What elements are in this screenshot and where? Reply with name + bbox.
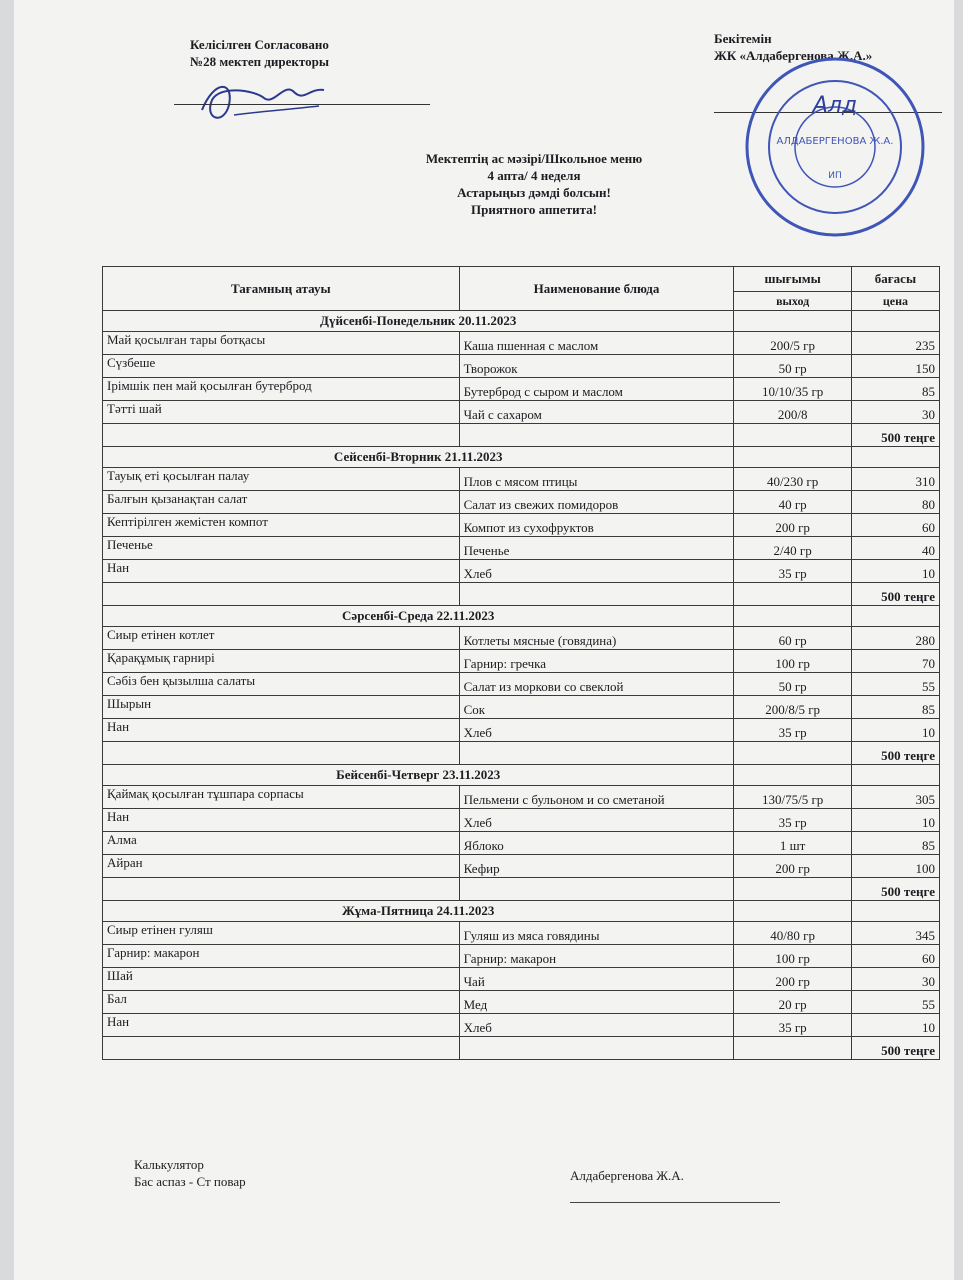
dish-price: 10 xyxy=(851,560,939,583)
day-total: 500 теңге xyxy=(851,1037,939,1060)
dish-name-ru: Хлеб xyxy=(459,719,734,742)
dish-output: 50 гр xyxy=(734,673,851,696)
dish-price: 305 xyxy=(851,786,939,809)
dish-name-ru: Каша пшенная с маслом xyxy=(459,332,734,355)
dish-price: 100 xyxy=(851,855,939,878)
dish-output: 40/80 гр xyxy=(734,922,851,945)
dish-price: 55 xyxy=(851,673,939,696)
dish-price: 150 xyxy=(851,355,939,378)
approval-left-line2: №28 мектеп директоры xyxy=(190,54,329,69)
day-total: 500 теңге xyxy=(851,878,939,901)
empty-cell xyxy=(459,424,734,447)
empty-cell xyxy=(851,606,939,627)
dish-name-kz: Май қосылған тары ботқасы xyxy=(103,332,460,355)
day-header-row xyxy=(103,901,940,922)
dish-name-ru: Салат из моркови со свеклой xyxy=(459,673,734,696)
dish-name-ru: Хлеб xyxy=(459,1014,734,1037)
table-row xyxy=(103,696,940,719)
table-row xyxy=(103,809,940,832)
table-row xyxy=(103,650,940,673)
empty-cell xyxy=(734,311,851,332)
day-total-row xyxy=(103,1037,940,1060)
col-header-price-ru: цена xyxy=(851,292,939,311)
dish-name-ru: Гарнир: макарон xyxy=(459,945,734,968)
dish-name-kz: Печенье xyxy=(103,537,460,560)
dish-name-kz: Сүзбеше xyxy=(103,355,460,378)
empty-cell xyxy=(103,1037,460,1060)
dish-name-kz: Гарнир: макарон xyxy=(103,945,460,968)
day-total: 500 теңге xyxy=(851,583,939,606)
dish-name-ru: Салат из свежих помидоров xyxy=(459,491,734,514)
dish-output: 200/8/5 гр xyxy=(734,696,851,719)
empty-cell xyxy=(734,1037,851,1060)
approval-block-left xyxy=(190,36,329,70)
menu-title xyxy=(314,150,754,218)
dish-name-ru: Кефир xyxy=(459,855,734,878)
day-title: Сейсенбі-Вторник 21.11.2023 xyxy=(103,447,734,468)
day-title: Жұма-Пятница 24.11.2023 xyxy=(103,901,734,922)
dish-price: 60 xyxy=(851,514,939,537)
dish-output: 10/10/35 гр xyxy=(734,378,851,401)
dish-output: 60 гр xyxy=(734,627,851,650)
dish-name-ru: Чай xyxy=(459,968,734,991)
day-title: Сәрсенбі-Среда 22.11.2023 xyxy=(103,606,734,627)
dish-name-kz: Алма xyxy=(103,832,460,855)
dish-output: 200 гр xyxy=(734,855,851,878)
empty-cell xyxy=(103,742,460,765)
table-row xyxy=(103,786,940,809)
table-row xyxy=(103,332,940,355)
dish-name-ru: Чай с сахаром xyxy=(459,401,734,424)
table-row xyxy=(103,401,940,424)
table-row xyxy=(103,719,940,742)
table-row xyxy=(103,832,940,855)
dish-name-ru: Плов с мясом птицы xyxy=(459,468,734,491)
dish-name-kz: Қарақұмық гарнирі xyxy=(103,650,460,673)
footer-name: Алдабергенова Ж.А. xyxy=(570,1168,684,1183)
approval-right-line1: Бекітемін xyxy=(714,31,772,46)
dish-output: 35 гр xyxy=(734,719,851,742)
empty-cell xyxy=(103,424,460,447)
dish-output: 1 шт xyxy=(734,832,851,855)
dish-output: 35 гр xyxy=(734,809,851,832)
day-title: Бейсенбі-Четверг 23.11.2023 xyxy=(103,765,734,786)
empty-cell xyxy=(734,742,851,765)
dish-name-kz: Нан xyxy=(103,1014,460,1037)
dish-output: 200 гр xyxy=(734,968,851,991)
dish-name-kz: Сиыр етінен котлет xyxy=(103,627,460,650)
dish-price: 30 xyxy=(851,401,939,424)
dish-name-kz: Қаймақ қосылған тұшпара сорпасы xyxy=(103,786,460,809)
dish-name-ru: Сок xyxy=(459,696,734,719)
empty-cell xyxy=(103,878,460,901)
dish-price: 345 xyxy=(851,922,939,945)
dish-output: 35 гр xyxy=(734,1014,851,1037)
dish-name-kz: Тауық еті қосылған палау xyxy=(103,468,460,491)
dish-name-ru: Котлеты мясные (говядина) xyxy=(459,627,734,650)
dish-price: 60 xyxy=(851,945,939,968)
day-header-row xyxy=(103,447,940,468)
dish-price: 55 xyxy=(851,991,939,1014)
table-row xyxy=(103,468,940,491)
dish-name-ru: Яблоко xyxy=(459,832,734,855)
table-row xyxy=(103,491,940,514)
empty-cell xyxy=(734,878,851,901)
dish-name-kz: Шай xyxy=(103,968,460,991)
empty-cell xyxy=(734,583,851,606)
empty-cell xyxy=(103,583,460,606)
dish-output: 40 гр xyxy=(734,491,851,514)
dish-name-kz: Тәтті шай xyxy=(103,401,460,424)
dish-name-kz: Кептірілген жемістен компот xyxy=(103,514,460,537)
empty-cell xyxy=(734,447,851,468)
dish-name-kz: Сиыр етінен гуляш xyxy=(103,922,460,945)
dish-output: 35 гр xyxy=(734,560,851,583)
day-total-row xyxy=(103,878,940,901)
title-line3: Астарыңыз дәмді болсын! xyxy=(457,185,611,200)
empty-cell xyxy=(734,765,851,786)
dish-output: 200 гр xyxy=(734,514,851,537)
dish-name-ru: Хлеб xyxy=(459,560,734,583)
stamp-ip: ИП xyxy=(828,171,842,181)
footer-signature-line xyxy=(570,1202,780,1203)
dish-output: 40/230 гр xyxy=(734,468,851,491)
empty-cell xyxy=(734,424,851,447)
dish-name-ru: Гуляш из мяса говядины xyxy=(459,922,734,945)
footer-left xyxy=(134,1156,246,1190)
table-row xyxy=(103,922,940,945)
round-stamp xyxy=(740,52,930,242)
dish-output: 2/40 гр xyxy=(734,537,851,560)
day-total: 500 теңге xyxy=(851,424,939,447)
empty-cell xyxy=(459,583,734,606)
empty-cell xyxy=(851,447,939,468)
dish-name-kz: Нан xyxy=(103,809,460,832)
table-row xyxy=(103,355,940,378)
dish-name-kz: Нан xyxy=(103,560,460,583)
dish-price: 85 xyxy=(851,696,939,719)
footer-chef: Бас аспаз - Ст повар xyxy=(134,1174,246,1189)
dish-name-kz: Сәбіз бен қызылша салаты xyxy=(103,673,460,696)
day-header-row xyxy=(103,765,940,786)
col-header-ru: Наименование блюда xyxy=(459,267,734,311)
dish-name-ru: Пельмени с бульоном и со сметаной xyxy=(459,786,734,809)
dish-name-kz: Нан xyxy=(103,719,460,742)
table-row xyxy=(103,968,940,991)
dish-name-kz: Шырын xyxy=(103,696,460,719)
dish-name-ru: Хлеб xyxy=(459,809,734,832)
empty-cell xyxy=(734,901,851,922)
dish-output: 200/5 гр xyxy=(734,332,851,355)
empty-cell xyxy=(459,1037,734,1060)
dish-price: 70 xyxy=(851,650,939,673)
dish-price: 235 xyxy=(851,332,939,355)
day-total-row xyxy=(103,742,940,765)
dish-output: 50 гр xyxy=(734,355,851,378)
dish-price: 85 xyxy=(851,378,939,401)
dish-output: 200/8 xyxy=(734,401,851,424)
table-row xyxy=(103,945,940,968)
table-row xyxy=(103,514,940,537)
menu-table xyxy=(102,266,940,1060)
day-header-row xyxy=(103,606,940,627)
day-total-row xyxy=(103,583,940,606)
day-header-row xyxy=(103,311,940,332)
dish-name-ru: Мед xyxy=(459,991,734,1014)
director-signature xyxy=(194,70,334,130)
empty-cell xyxy=(851,311,939,332)
footer-calculator: Калькулятор xyxy=(134,1157,204,1172)
approval-right-line2: ЖК «Алдабергенова Ж.А.» xyxy=(714,48,873,63)
dish-name-kz: Балғын қызанақтан салат xyxy=(103,491,460,514)
dish-name-ru: Бутерброд с сыром и маслом xyxy=(459,378,734,401)
dish-name-ru: Компот из сухофруктов xyxy=(459,514,734,537)
menu-body xyxy=(103,311,940,1060)
dish-price: 10 xyxy=(851,1014,939,1037)
dish-price: 85 xyxy=(851,832,939,855)
dish-output: 100 гр xyxy=(734,945,851,968)
day-total-row xyxy=(103,424,940,447)
table-row xyxy=(103,378,940,401)
table-row xyxy=(103,991,940,1014)
dish-name-ru: Гарнир: гречка xyxy=(459,650,734,673)
approval-left-line1: Келісілген Согласовано xyxy=(190,37,329,52)
table-row xyxy=(103,627,940,650)
col-header-output-kz: шығымы xyxy=(734,267,851,292)
empty-cell xyxy=(459,742,734,765)
dish-name-ru: Печенье xyxy=(459,537,734,560)
dish-price: 310 xyxy=(851,468,939,491)
col-header-kz: Тағамның атауы xyxy=(103,267,460,311)
dish-output: 100 гр xyxy=(734,650,851,673)
dish-price: 40 xyxy=(851,537,939,560)
empty-cell xyxy=(851,901,939,922)
table-row xyxy=(103,1014,940,1037)
table-row xyxy=(103,560,940,583)
dish-name-ru: Творожок xyxy=(459,355,734,378)
dish-price: 80 xyxy=(851,491,939,514)
table-row xyxy=(103,673,940,696)
empty-cell xyxy=(734,606,851,627)
table-row xyxy=(103,855,940,878)
day-total: 500 теңге xyxy=(851,742,939,765)
stamp-initials: Алд xyxy=(812,93,858,118)
dish-price: 30 xyxy=(851,968,939,991)
stamp-name: АЛДАБЕРГЕНОВА Ж.А. xyxy=(776,136,894,147)
empty-cell xyxy=(851,765,939,786)
title-line4: Приятного аппетита! xyxy=(471,202,597,217)
dish-price: 10 xyxy=(851,809,939,832)
dish-output: 20 гр xyxy=(734,991,851,1014)
day-title: Дүйсенбі-Понедельник 20.11.2023 xyxy=(103,311,734,332)
title-line2: 4 апта/ 4 неделя xyxy=(487,168,581,183)
table-row xyxy=(103,537,940,560)
col-header-price-kz: бағасы xyxy=(851,267,939,292)
title-line1: Мектептің ас мәзірі/Школьное меню xyxy=(425,151,643,166)
dish-name-kz: Ірімшік пен май қосылған бутерброд xyxy=(103,378,460,401)
dish-name-kz: Айран xyxy=(103,855,460,878)
director-signature-line xyxy=(174,104,430,105)
col-header-output-ru: выход xyxy=(734,292,851,311)
dish-price: 10 xyxy=(851,719,939,742)
dish-output: 130/75/5 гр xyxy=(734,786,851,809)
empty-cell xyxy=(459,878,734,901)
dish-price: 280 xyxy=(851,627,939,650)
dish-name-kz: Бал xyxy=(103,991,460,1014)
